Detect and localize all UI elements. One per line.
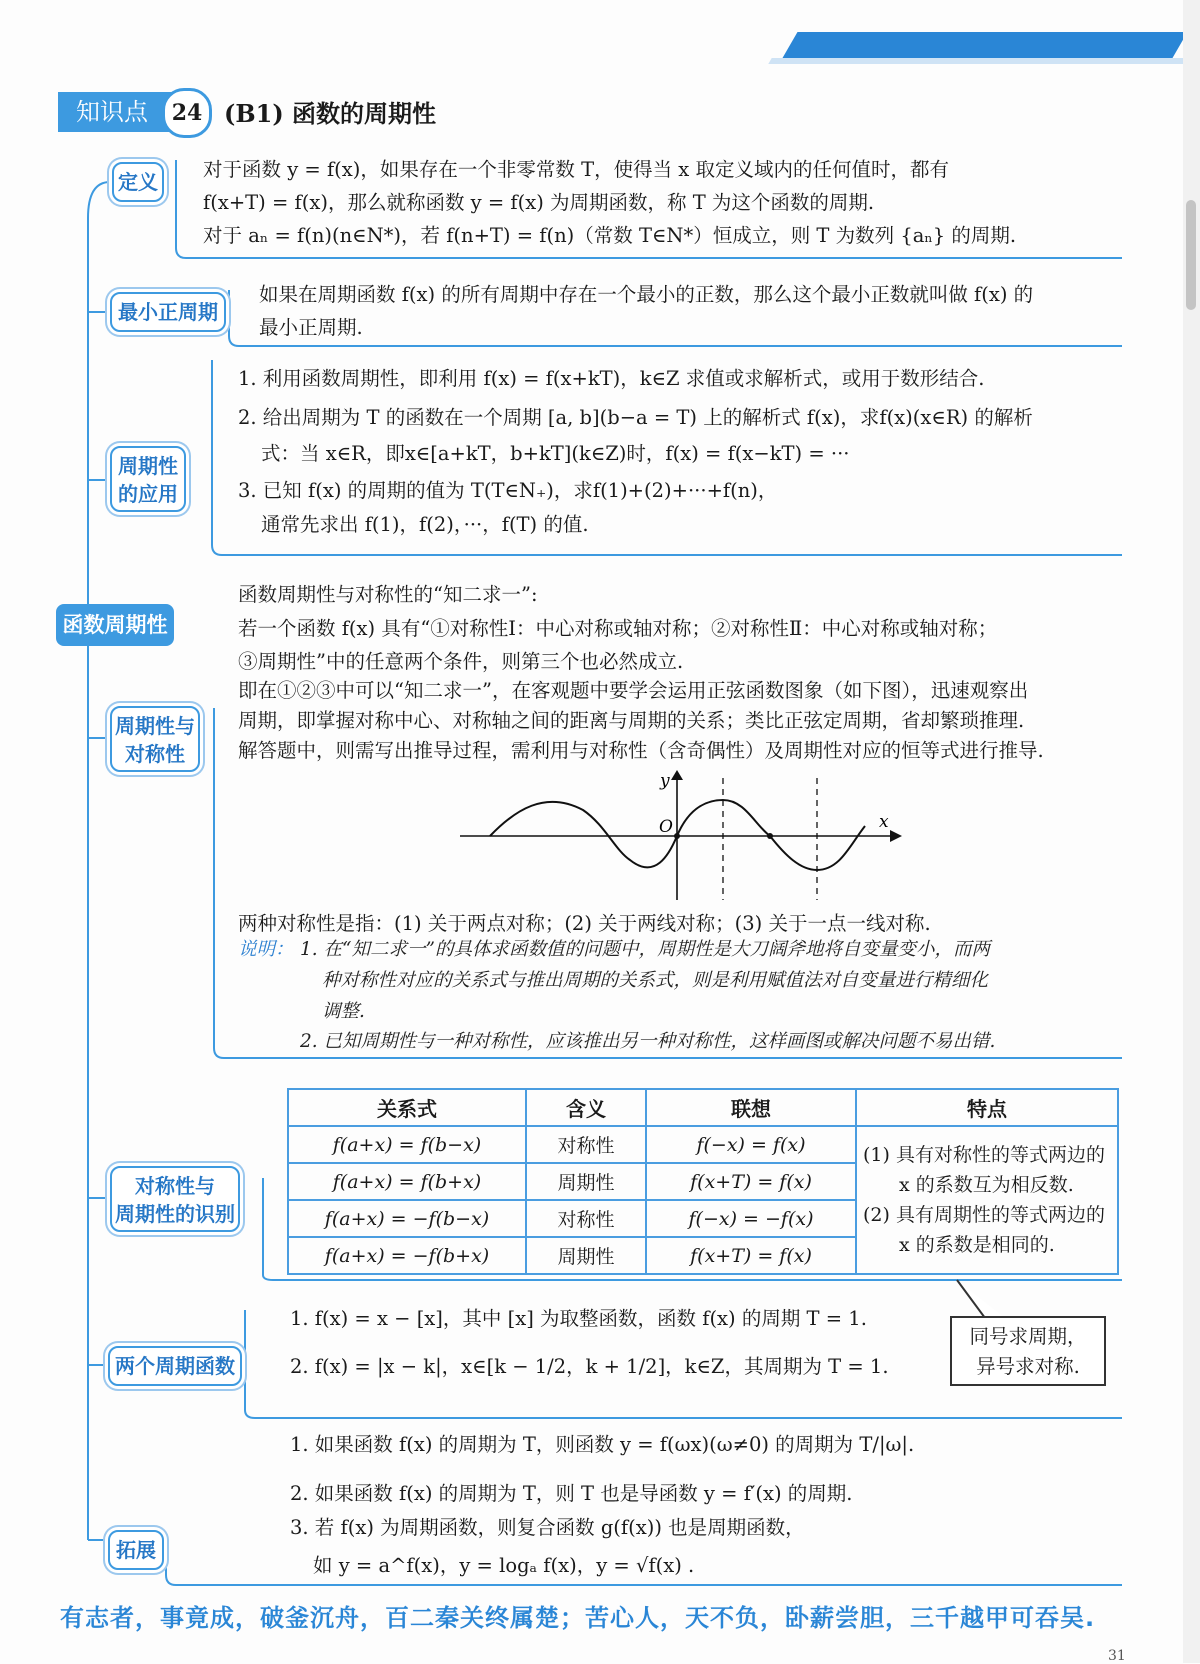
table-cell: f(a+x) = −f(b−x) <box>288 1200 526 1237</box>
table-cell: f(x+T) = f(x) <box>646 1163 856 1200</box>
table-cell: f(−x) = −f(x) <box>646 1200 856 1237</box>
table-cell: f(a+x) = f(b−x) <box>288 1126 526 1163</box>
knowledge-point-tag: 知识点 <box>58 92 178 132</box>
table-cell: 周期性 <box>526 1163 646 1200</box>
motto: 有志者，事竟成，破釜沉舟，百二秦关终属楚；苦心人，天不负，卧薪尝胆，三千越甲可吞吴. <box>60 1604 1096 1632</box>
symmetry-line-5: 周期，即掌握对称中心、对称轴之间的距离与周期的关系；类比正弦定周期，省却繁琐推理. <box>238 709 1025 732</box>
extension-line-3: 3. 若 f(x) 为周期函数，则复合函数 g(f(x)) 也是周期函数， <box>290 1516 805 1539</box>
table-cell: f(a+x) = f(b+x) <box>288 1163 526 1200</box>
table-cell: f(x+T) = f(x) <box>646 1237 856 1274</box>
feature-line-1: (1) 具有对称性的等式两边的 <box>863 1144 1105 1166</box>
symmetry-center-2 <box>767 833 773 839</box>
definition-line-3: 对于 aₙ = f(n)(n∈N*)，若 f(n+T) = f(n)（常数 T∈N*）恒成立，则 T 为数列 {aₙ} 的周期. <box>203 224 1017 247</box>
definition-line-2: f(x+T) = f(x)，那么就称函数 y = f(x) 为周期函数，称 T 为这个函数的周期. <box>203 191 875 214</box>
symmetry-line-3: ③周期性”中的任意两个条件，则第三个也必然成立. <box>238 650 684 673</box>
min-period-line-1: 如果在周期函数 f(x) 的所有周期中存在一个最小的正数，那么这个最小正数就叫做 f(x) 的 <box>259 283 1034 306</box>
extension-line-4: 如 y = a^f(x)，y = logₐ f(x)，y = √f(x) . <box>313 1554 695 1577</box>
two-functions-line-1: 1. f(x) = x − [x]，其中 [x] 为取整函数，函数 f(x) 的周期 T = 1. <box>290 1307 867 1330</box>
feature-line-3: (2) 具有周期性的等式两边的 <box>863 1204 1105 1226</box>
sine-graph <box>455 770 905 905</box>
note-line-1: 1. 在“知二求一”的具体求函数值的问题中，周期性是大刀阔斧地将自变量变小，而两 <box>300 939 990 960</box>
label-extension: 拓展 <box>108 1530 164 1570</box>
table-header: 含义 <box>526 1089 646 1126</box>
extension-line-1: 1. 如果函数 f(x) 的周期为 T，则函数 y = f(ωx)(ω≠0) 的周期为 T/|ω|. <box>290 1433 915 1456</box>
label-symmetry-line-2: 对称性 <box>125 742 185 766</box>
origin-label: O <box>659 817 673 837</box>
label-definition: 定义 <box>112 162 164 202</box>
x-axis-arrow <box>890 830 902 842</box>
table-cell: 对称性 <box>526 1126 646 1163</box>
note-label: 说明： <box>238 939 294 960</box>
symmetry-line-1: 函数周期性与对称性的“知二求一”: <box>238 583 538 606</box>
symmetry-line-2: 若一个函数 f(x) 具有“①对称性Ⅰ：中心对称或轴对称；②对称性Ⅱ：中心对称或轴对称； <box>238 617 998 640</box>
center-node: 函数周期性 <box>56 604 174 646</box>
application-line-1: 1. 利用函数周期性，即利用 f(x) = f(x+kT)，k∈Z 求值或求解析式，或用于数形结合. <box>238 367 985 390</box>
table-cell: f(−x) = f(x) <box>646 1126 856 1163</box>
table-cell: f(a+x) = −f(b+x) <box>288 1237 526 1274</box>
callout-pointer <box>950 1278 1010 1320</box>
label-identification-line-2: 周期性的识别 <box>115 1202 235 1226</box>
table-feature-cell <box>856 1126 1118 1274</box>
axis-x-label: x <box>879 812 889 832</box>
label-identification-line-1: 对称性与 <box>135 1174 215 1198</box>
definition-line-1: 对于函数 y = f(x)，如果存在一个非零常数 T，使得当 x 取定义域内的任何值时，都有 <box>203 158 949 181</box>
symmetry-line-6: 解答题中，则需写出推导过程，需利用与对称性（含奇偶性）及周期性对应的恒等式进行推导. <box>238 739 1044 762</box>
table-header: 联想 <box>646 1089 856 1126</box>
callout-line-2: 异号求对称. <box>976 1355 1080 1378</box>
application-line-3: 式：当 x∈R，即x∈[a+kT，b+kT](k∈Z)时，f(x) = f(x−kT) = ··· <box>261 442 850 465</box>
application-line-2: 2. 给出周期为 T 的函数在一个周期 [a, b](b−a = T) 上的解析式 f(x)，求f(x)(x∈R) 的解析 <box>238 406 1033 429</box>
two-functions-line-2: 2. f(x) = |x − k|，x∈[k − 1/2，k + 1/2]，k∈Z，其周期为 T = 1. <box>290 1355 889 1378</box>
label-min-period: 最小正周期 <box>110 292 226 332</box>
feature-line-2: x 的系数互为相反数. <box>899 1174 1074 1196</box>
two-kinds-symmetry: 两种对称性是指：(1) 关于两点对称；(2) 关于两线对称；(3) 关于一点一线对称. <box>238 912 931 935</box>
table-cell: 对称性 <box>526 1200 646 1237</box>
table-cell: 周期性 <box>526 1237 646 1274</box>
identification-table <box>287 1088 1119 1275</box>
feature-line-4: x 的系数是相同的. <box>899 1234 1055 1256</box>
label-application-line-2: 的应用 <box>118 482 178 506</box>
label-symmetry <box>110 706 200 772</box>
symmetry-center-1 <box>674 833 680 839</box>
label-application-line-1: 周期性 <box>118 454 178 478</box>
y-axis-arrow <box>671 770 683 780</box>
callout-line-1: 同号求周期， <box>969 1325 1087 1348</box>
note-line-2: 种对称性对应的关系式与推出周期的关系式，则是利用赋值法对自变量进行精细化 <box>322 970 989 991</box>
label-application <box>110 446 186 512</box>
label-identification <box>110 1166 240 1232</box>
axis-y-label: y <box>660 771 670 791</box>
note-line-3: 调整. <box>322 1001 365 1022</box>
table-header: 关系式 <box>288 1089 526 1126</box>
table-header-row <box>288 1089 1118 1126</box>
table-row <box>288 1126 1118 1163</box>
note-line-4: 2. 已知周期性与一种对称性，应该推出另一种对称性，这样画图或解决问题不易出错. <box>300 1031 996 1052</box>
symmetry-line-4: 即在①②③中可以“知二求一”，在客观题中要学会运用正弦函数图象（如下图），迅速观察出 <box>238 679 1029 702</box>
application-line-5: 通常先求出 f(1)，f(2)，···，f(T) 的值. <box>261 513 589 536</box>
table-header: 特点 <box>856 1089 1118 1126</box>
extension-line-2: 2. 如果函数 f(x) 的周期为 T，则 T 也是导函数 y = f′(x) 的周期. <box>290 1482 853 1505</box>
callout-box <box>950 1316 1106 1386</box>
min-period-line-2: 最小正周期. <box>259 316 363 339</box>
page-number: 31 <box>1108 1648 1126 1664</box>
label-two-functions: 两个周期函数 <box>108 1346 242 1386</box>
application-line-4: 3. 已知 f(x) 的周期的值为 T(T∈N₊)，求f(1)+(2)+···+f(n)， <box>238 479 778 502</box>
knowledge-point-number: 24 <box>162 88 212 138</box>
page-title: (B1) 函数的周期性 <box>224 99 437 128</box>
label-symmetry-line-1: 周期性与 <box>115 714 195 738</box>
